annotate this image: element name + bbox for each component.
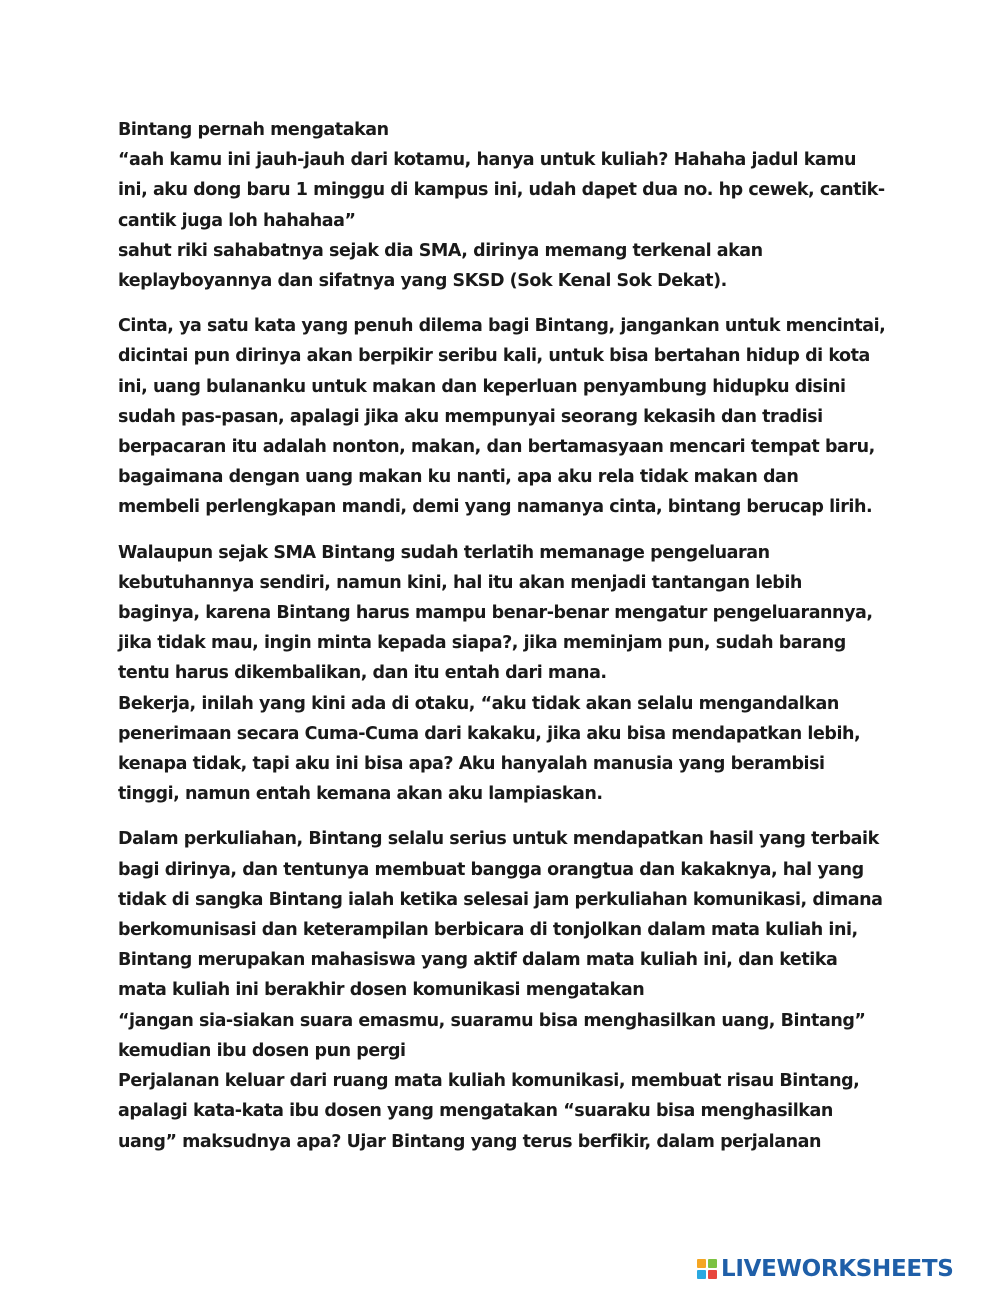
text-line: kenapa tidak, tapi aku ini bisa apa? Aku hanyalah manusia yang berambisi: [118, 754, 825, 775]
paragraph: [118, 824, 888, 1156]
text-line: Walaupun sejak SMA Bintang sudah terlatih memanage pengeluaran: [118, 542, 770, 563]
paragraph: [118, 115, 888, 296]
text-line: dicintai pun dirinya akan berpikir seribu kali, untuk bisa bertahan hidup di kota: [118, 346, 870, 367]
text-line: Dalam perkuliahan, Bintang selalu serius untuk mendapatkan hasil yang terbaik: [118, 829, 879, 850]
text-line: ini, aku dong baru 1 minggu di kampus ini, udah dapet dua no. hp cewek, cantik-: [118, 180, 885, 201]
text-line: baginya, karena Bintang harus mampu benar-benar mengatur pengeluarannya,: [118, 603, 873, 624]
text-line: Cinta, ya satu kata yang penuh dilema bagi Bintang, jangankan untuk mencintai,: [118, 316, 886, 337]
text-line: mata kuliah ini berakhir dosen komunikasi mengatakan: [118, 980, 645, 1001]
text-line: Bekerja, inilah yang kini ada di otaku, “aku tidak akan selalu mengandalkan: [118, 693, 839, 714]
text-line: ini, uang bulananku untuk makan dan keperluan penyambung hidupku disini: [118, 376, 846, 397]
text-line: jika tidak mau, ingin minta kepada siapa?, jika meminjam pun, sudah barang: [118, 633, 846, 654]
text-line: cantik juga loh hahahaa”: [118, 210, 356, 231]
text-line: kemudian ibu dosen pun pergi: [118, 1040, 406, 1061]
liveworksheets-logo-icon: [697, 1259, 717, 1279]
text-line: tidak di sangka Bintang ialah ketika selesai jam perkuliahan komunikasi, dimana: [118, 889, 883, 910]
logo-square-3: [697, 1270, 706, 1279]
text-line: apalagi kata-kata ibu dosen yang mengatakan “suaraku bisa menghasilkan: [118, 1101, 833, 1122]
text-line: berpacaran itu adalah nonton, makan, dan bertamasyaan mencari tempat baru,: [118, 437, 875, 458]
text-line: kebutuhannya sendiri, namun kini, hal itu akan menjadi tantangan lebih: [118, 572, 802, 593]
text-line: sudah pas-pasan, apalagi jika aku mempunyai seorang kekasih dan tradisi: [118, 406, 823, 427]
text-line: Bintang pernah mengatakan: [118, 120, 389, 140]
text-line: tentu harus dikembalikan, dan itu entah dari mana.: [118, 663, 607, 684]
text-line: bagi dirinya, dan tentunya membuat bangga orangtua dan kakaknya, hal yang: [118, 859, 864, 880]
text-line: Perjalanan keluar dari ruang mata kuliah komunikasi, membuat risau Bintang,: [118, 1071, 860, 1092]
brand-name: LIVEWORKSHEETS: [721, 1255, 954, 1282]
text-line: “aah kamu ini jauh-jauh dari kotamu, hanya untuk kuliah? Hahaha jadul kamu: [118, 150, 857, 171]
document-body: [118, 115, 888, 1172]
text-line: keplayboyannya dan sifatnya yang SKSD (Sok Kenal Sok Dekat).: [118, 271, 727, 292]
paragraph: [118, 538, 888, 810]
text-line: tinggi, namun entah kemana akan aku lampiaskan.: [118, 784, 603, 805]
text-line: Bintang merupakan mahasiswa yang aktif dalam mata kuliah ini, dan ketika: [118, 950, 838, 971]
logo-square-2: [708, 1259, 717, 1268]
paragraph: [118, 311, 888, 522]
text-line: membeli perlengkapan mandi, demi yang namanya cinta, bintang berucap lirih.: [118, 497, 873, 518]
text-line: sahut riki sahabatnya sejak dia SMA, dirinya memang terkenal akan: [118, 240, 763, 261]
logo-square-4: [708, 1270, 717, 1279]
text-line: penerimaan secara Cuma-Cuma dari kakaku, jika aku bisa mendapatkan lebih,: [118, 723, 861, 744]
text-line: uang” maksudnya apa? Ujar Bintang yang terus berfikir, dalam perjalanan: [118, 1131, 821, 1152]
text-line: “jangan sia-siakan suara emasmu, suaramu bisa menghasilkan uang, Bintang”: [118, 1010, 866, 1031]
logo-square-1: [697, 1259, 706, 1268]
liveworksheets-logo: [697, 1253, 953, 1285]
text-line: bagaimana dengan uang makan ku nanti, apa aku rela tidak makan dan: [118, 467, 799, 488]
text-line: berkomunisasi dan keterampilan berbicara di tonjolkan dalam mata kuliah ini,: [118, 920, 858, 941]
